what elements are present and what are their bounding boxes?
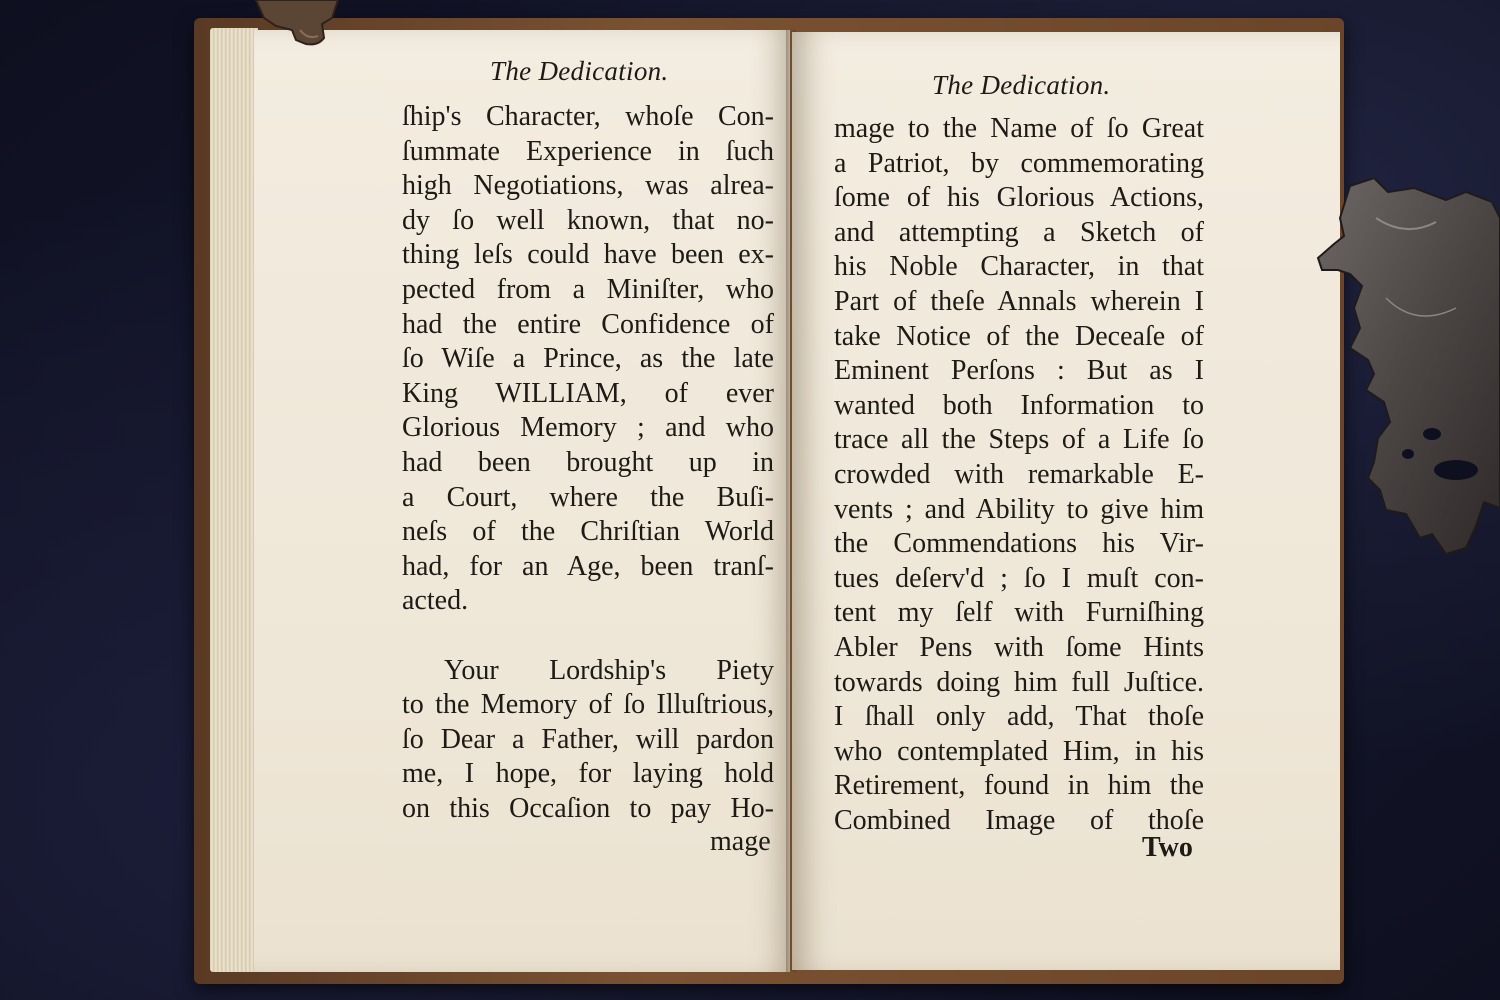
text-line: Abler Pens with ſome Hints — [834, 631, 1204, 663]
right-page — [792, 32, 1340, 970]
text-line: vents ; and Ability to give him — [834, 493, 1204, 525]
text-line: who contemplated Him, in his — [834, 735, 1204, 767]
text-line: Combined Image of thoſe — [834, 804, 1204, 836]
text-line: Glorious Memory ; and who — [402, 412, 774, 444]
text-line: thing leſs could have been ex- — [402, 239, 774, 271]
text-line: pected from a Miniſter, who — [402, 273, 774, 305]
text-line: I ſhall only add, That thoſe — [834, 701, 1204, 733]
text-line: Retirement, found in him the — [834, 770, 1204, 802]
text-line: had been brought up in — [402, 446, 774, 478]
text-line: mage to the Name of ſo Great — [834, 113, 1204, 144]
right-catchword: Two — [1142, 832, 1193, 863]
text-line: the Commendations his Vir- — [834, 528, 1204, 560]
left-catchword: mage — [710, 826, 771, 857]
text-line: had the entire Confidence of — [402, 308, 774, 340]
text-line: tues deſerv'd ; ſo I muſt con- — [834, 562, 1204, 594]
text-line: ſhip's Character, whoſe Con- — [402, 101, 774, 132]
text-line: on this Occaſion to pay Ho- — [402, 792, 774, 824]
left-running-head: The Dedication. — [490, 56, 669, 86]
text-line: Your Lordship's Piety — [444, 654, 774, 686]
text-line: Eminent Perſons : But as I — [834, 355, 1204, 387]
text-line: to the Memory of ſo Illuſtrious, — [402, 689, 774, 721]
text-line: trace all the Steps of a Life ſo — [834, 424, 1204, 456]
metal-clasp-top-icon — [252, 0, 342, 46]
text-line: and attempting a Sketch of — [834, 216, 1204, 248]
text-line: ſome of his Glorious Actions, — [834, 182, 1204, 214]
text-line: King WILLIAM, of ever — [402, 377, 774, 409]
text-line: towards doing him full Juſtice. — [834, 666, 1204, 698]
text-line: take Notice of the Deceaſe of — [834, 320, 1204, 352]
left-text-block — [402, 100, 774, 826]
text-line: a Court, where the Buſi- — [402, 481, 774, 513]
text-line: tent my ſelf with Furniſhing — [834, 597, 1204, 629]
text-line: high Negotiations, was alrea- — [402, 170, 774, 202]
text-line: acted. — [402, 585, 469, 617]
text-line: a Patriot, by commemorating — [834, 147, 1204, 179]
right-text-block — [834, 112, 1204, 838]
text-line: me, I hope, for laying hold — [402, 758, 774, 790]
left-page — [254, 30, 790, 972]
text-line: wanted both Information to — [834, 389, 1204, 421]
text-line: dy ſo well known, that no- — [402, 204, 774, 236]
page-edges — [210, 28, 258, 972]
text-line: had, for an Age, been tranſ- — [402, 550, 774, 582]
text-line: ſummate Experience in ſuch — [402, 135, 774, 167]
text-line: neſs of the Chriſtian World — [402, 516, 774, 548]
text-line: his Noble Character, in that — [834, 251, 1204, 283]
text-line: ſo Dear a Father, will pardon — [402, 723, 774, 755]
text-line: Part of theſe Annals wherein I — [834, 285, 1204, 317]
text-line: ſo Wiſe a Prince, as the late — [402, 343, 774, 375]
right-running-head: The Dedication. — [932, 70, 1111, 100]
text-line: crowded with remarkable E- — [834, 458, 1204, 490]
metal-clasp-right-icon — [1316, 178, 1500, 560]
paragraph-gap — [402, 619, 774, 654]
